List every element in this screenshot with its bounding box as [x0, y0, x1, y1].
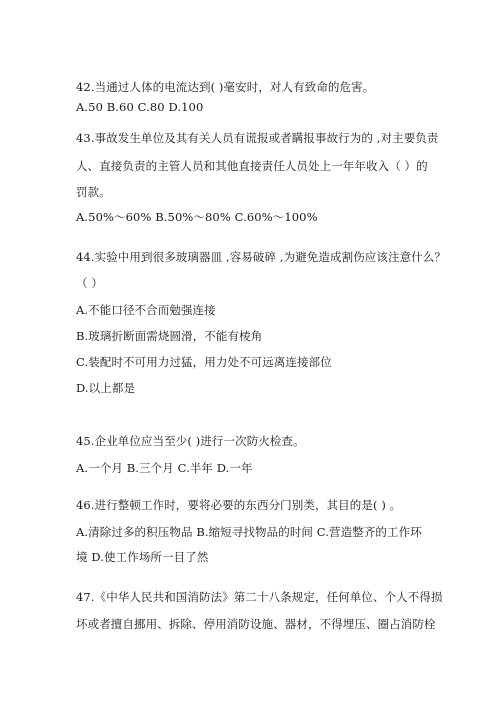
question-45-stem: 45.企业单位应当至少( )进行一次防火检查。 — [76, 434, 305, 448]
question-42-options: A.50 B.60 C.80 D.100 — [76, 100, 204, 114]
question-43-stem-line-1: 43.事故发生单位及其有关人员有谎报或者瞒报事故行为的 ,对主要负责 — [76, 131, 439, 145]
question-43-stem-line-3: 罚款。 — [76, 185, 111, 199]
question-46-options-line-1: A.清除过多的积压物品 B.缩短寻找物品的时间 C.营造整齐的工作环 — [76, 525, 422, 539]
question-46-options-line-2: 境 D.使工作场所一目了然 — [76, 550, 209, 564]
question-44-option-d: D.以上都是 — [76, 381, 136, 395]
question-44-option-c: C.装配时不可用力过猛，用力处不可远离连接部位 — [76, 355, 332, 369]
question-47-stem-line-1: 47.《中华人民共和国消防法》第二十八条规定，任何单位、个人不得损 — [76, 590, 443, 604]
question-47-stem-line-2: 坏或者擅自挪用、拆除、停用消防设施、器材，不得埋压、圈占消防栓 — [76, 617, 436, 631]
question-43-stem-line-2: 人、直接负责的主管人员和其他直接责任人员处上一年年收入（ ）的 — [76, 159, 428, 173]
question-44-option-a: A.不能口径不合而勉强连接 — [76, 303, 216, 317]
question-42-stem: 42.当通过人体的电流达到( )毫安时，对人有致命的危害。 — [76, 80, 375, 94]
question-46-stem: 46.进行整顿工作时，要将必要的东西分门别类，其目的是( ) 。 — [76, 498, 402, 512]
question-45-options: A.一个月 B.三个月 C.半年 D.一年 — [76, 461, 253, 475]
question-44-stem-line-1: 44.实验中用到很多玻璃器皿 ,容易破碎 ,为避免造成割伤应该注意什么？ — [76, 250, 447, 264]
question-44-stem-line-2: （ ） — [76, 276, 103, 290]
question-44-option-b: B.玻璃折断面需烧圆滑，不能有棱角 — [76, 329, 263, 343]
question-43-options: A.50%～60% B.50%～80% C.60%～100% — [76, 210, 318, 224]
